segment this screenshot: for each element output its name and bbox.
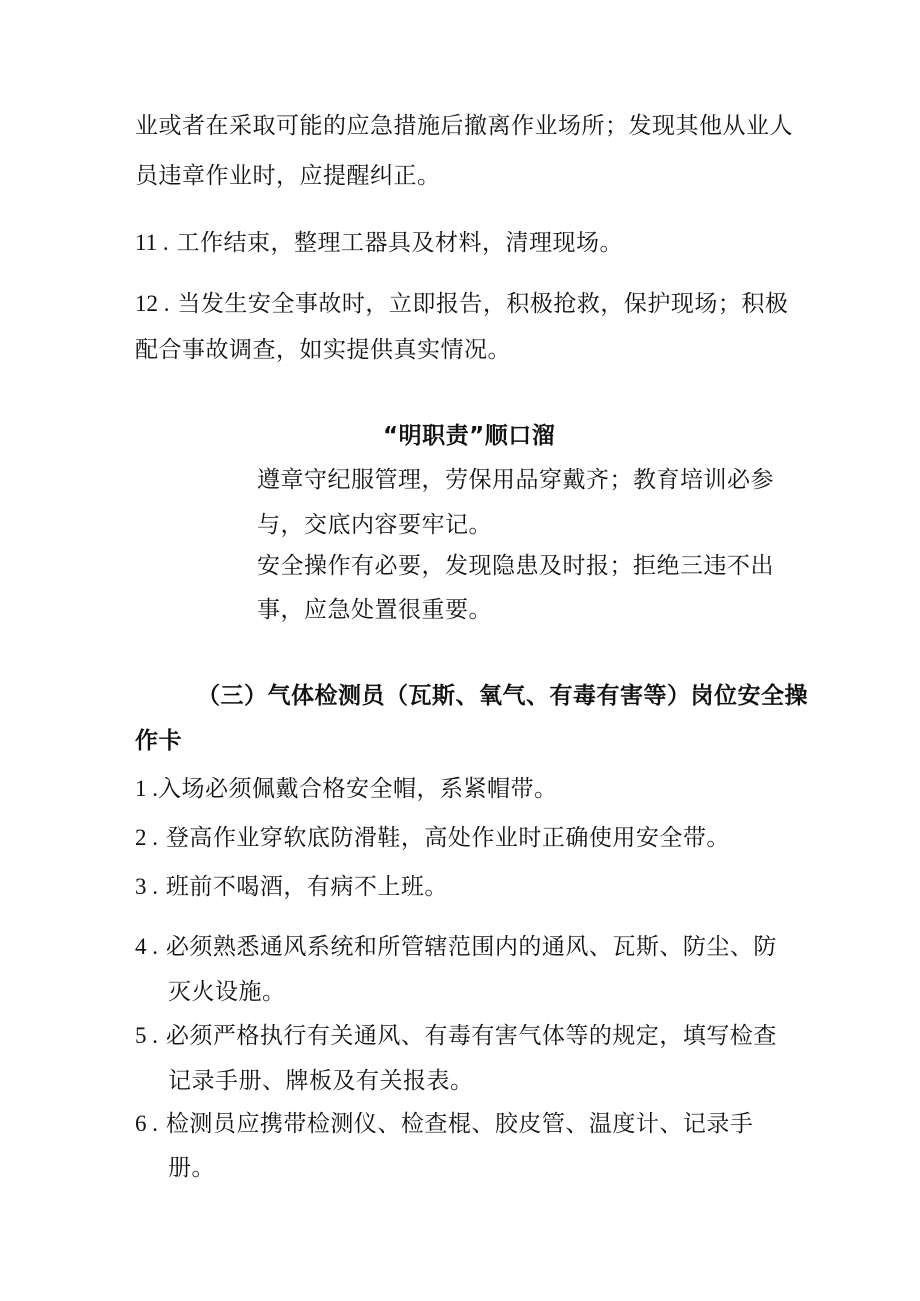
section-heading-continuation: 作卡 xyxy=(135,728,182,754)
list-item-5-continuation: 记录手册、牌板及有关报表。 xyxy=(168,1068,474,1094)
item-text: 必须严格执行有关通风、有毒有害气体等的规定，填写检查 xyxy=(165,1023,777,1049)
item-number: 11 . xyxy=(135,230,169,255)
rhyme-line: 遵章守纪服管理，劳保用品穿戴齐；教育培训必参 xyxy=(257,467,774,493)
item-text: 当发生安全事故时，立即报告，积极抢救，保护现场；积极 xyxy=(177,291,789,317)
continuation-line-1: 业或者在采取可能的应急措施后撤离作业场所；发现其他从业人 xyxy=(135,113,793,139)
item-text: 工作结束，整理工器具及材料，清理现场。 xyxy=(176,230,623,256)
item-number: 2 . xyxy=(135,825,158,850)
list-item-6 xyxy=(135,1109,753,1139)
list-item-12 xyxy=(135,289,788,319)
item-text: 班前不喝酒，有病不上班。 xyxy=(165,874,448,900)
list-item-3 xyxy=(135,872,448,902)
list-item-6-continuation: 册。 xyxy=(168,1155,215,1181)
section-heading: （三）气体检测员（瓦斯、氧气、有毒有害等）岗位安全操 xyxy=(197,683,808,709)
rhyme-line: 与，交底内容要牢记。 xyxy=(257,512,492,538)
list-item-5 xyxy=(135,1021,777,1051)
item-number: 3 . xyxy=(135,874,158,899)
list-item-12-continuation: 配合事故调查，如实提供真实情况。 xyxy=(135,337,511,363)
list-item-4 xyxy=(135,932,777,962)
item-text: 检测员应携带检测仪、检查棍、胶皮管、温度计、记录手 xyxy=(165,1111,754,1137)
item-number: 6 . xyxy=(135,1111,158,1136)
item-text: 入场必须佩戴合格安全帽，系紧帽带。 xyxy=(158,776,558,802)
list-item-4-continuation: 灭火设施。 xyxy=(168,979,286,1005)
rhyme-title: “明职责”顺口溜 xyxy=(383,423,556,449)
item-number: 1 . xyxy=(135,776,158,801)
list-item-11 xyxy=(135,228,623,258)
item-text: 登高作业穿软底防滑鞋，高处作业时正确使用安全带。 xyxy=(165,825,730,851)
rhyme-line: 事，应急处置很重要。 xyxy=(257,597,492,623)
item-number: 5 . xyxy=(135,1023,158,1048)
list-item-2 xyxy=(135,823,730,853)
continuation-line-2: 员违章作业时，应提醒纠正。 xyxy=(135,163,441,189)
item-number: 4 . xyxy=(135,934,158,959)
list-item-1 xyxy=(135,774,558,804)
item-number: 12 . xyxy=(135,291,170,316)
item-text: 必须熟悉通风系统和所管辖范围内的通风、瓦斯、防尘、防 xyxy=(165,934,777,960)
rhyme-line: 安全操作有必要，发现隐患及时报；拒绝三违不出 xyxy=(257,553,774,579)
